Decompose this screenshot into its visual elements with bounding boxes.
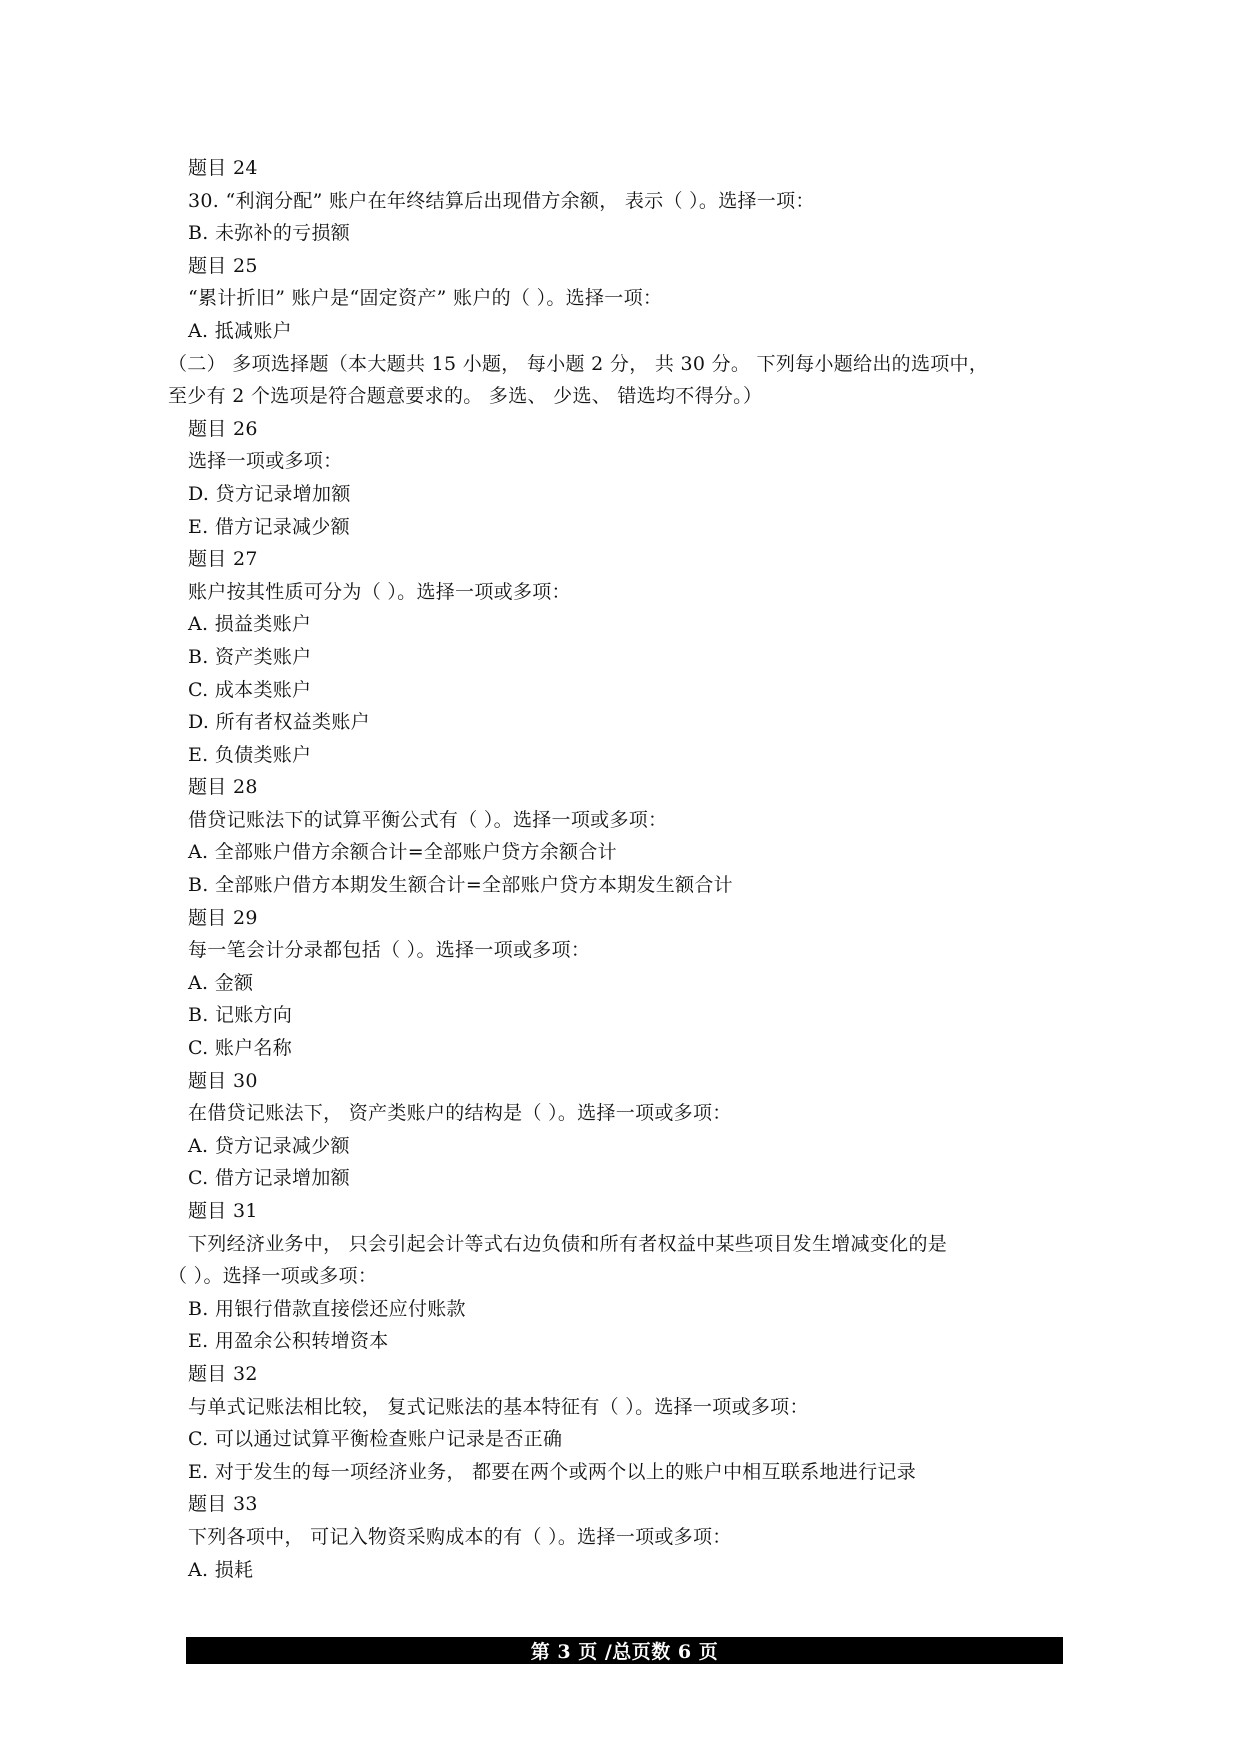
question-heading: 题目 25 bbox=[188, 254, 258, 277]
page-content bbox=[168, 152, 1068, 1586]
page-footer bbox=[186, 1637, 1063, 1664]
question-text: 账户按其性质可分为（ ）。选择一项或多项： bbox=[188, 580, 571, 603]
question-text: 下列各项中， 可记入物资采购成本的有（ ）。选择一项或多项： bbox=[188, 1525, 732, 1548]
answer-option: D. 所有者权益类账户 bbox=[188, 711, 370, 734]
question-heading: 题目 30 bbox=[188, 1069, 258, 1092]
answer-option: A. 抵减账户 bbox=[188, 319, 292, 342]
answer-option: A. 金额 bbox=[188, 971, 254, 994]
answer-option: E. 借方记录减少额 bbox=[188, 515, 350, 538]
answer-option: C. 可以通过试算平衡检查账户记录是否正确 bbox=[188, 1428, 563, 1451]
answer-option: C. 成本类账户 bbox=[188, 678, 312, 701]
question-text: 30. “利润分配” 账户在年终结算后出现借方余额， 表示（ ）。选择一项： bbox=[188, 189, 815, 212]
question-heading: 题目 26 bbox=[188, 417, 258, 440]
answer-option: B. 全部账户借方本期发生额合计=全部账户贷方本期发生额合计 bbox=[188, 874, 733, 897]
question-heading: 题目 28 bbox=[188, 776, 258, 799]
answer-option: A. 全部账户借方余额合计=全部账户贷方余额合计 bbox=[188, 841, 617, 864]
answer-option: E. 用盈余公积转增资本 bbox=[188, 1330, 389, 1353]
question-text: 选择一项或多项： bbox=[188, 450, 343, 473]
section-heading: （二） 多项选择题（本大题共 15 小题， 每小题 2 分， 共 30 分。 下列每小题给出的选项中， bbox=[168, 352, 989, 375]
question-heading: 题目 31 bbox=[188, 1200, 258, 1222]
question-text: 在借贷记账法下， 资产类账户的结构是（ ）。选择一项或多项： bbox=[188, 1102, 732, 1125]
question-heading: 题目 29 bbox=[188, 906, 258, 929]
question-heading: 题目 32 bbox=[188, 1362, 258, 1385]
answer-option: A. 损益类账户 bbox=[188, 613, 312, 636]
section-heading-continued: 至少有 2 个选项是符合题意要求的。 多选、 少选、 错选均不得分。） bbox=[168, 385, 763, 408]
question-heading: 题目 24 bbox=[188, 157, 258, 179]
answer-option: B. 用银行借款直接偿还应付账款 bbox=[188, 1297, 466, 1320]
question-text: 下列经济业务中， 只会引起会计等式右边负债和所有者权益中某些项目发生增减变化的是 bbox=[188, 1232, 948, 1255]
answer-option: A. 贷方记录减少额 bbox=[188, 1134, 350, 1157]
answer-option: B. 记账方向 bbox=[188, 1004, 293, 1027]
answer-option: B. 资产类账户 bbox=[188, 645, 312, 668]
answer-option: E. 负债类账户 bbox=[188, 743, 312, 766]
answer-option: B. 未弥补的亏损额 bbox=[188, 222, 351, 245]
answer-option: C. 借方记录增加额 bbox=[188, 1167, 350, 1190]
question-text: 与单式记账法相比较， 复式记账法的基本特征有（ ）。选择一项或多项： bbox=[188, 1395, 809, 1418]
answer-option: D. 贷方记录增加额 bbox=[188, 482, 351, 505]
question-heading: 题目 27 bbox=[188, 548, 258, 571]
question-text: 每一笔会计分录都包括（ ）。选择一项或多项： bbox=[188, 939, 591, 962]
question-heading: 题目 33 bbox=[188, 1493, 258, 1516]
question-text: “累计折旧” 账户是“固定资产” 账户的（ ）。选择一项： bbox=[188, 287, 663, 310]
answer-option: C. 账户名称 bbox=[188, 1037, 293, 1060]
page-number: 第 3 页 /总页数 6 页 bbox=[530, 1641, 719, 1663]
question-text: 借贷记账法下的试算平衡公式有（ ）。选择一项或多项： bbox=[188, 808, 668, 831]
question-text-continued: （ ）。选择一项或多项： bbox=[168, 1265, 378, 1288]
answer-option: A. 损耗 bbox=[188, 1558, 254, 1581]
answer-option: E. 对于发生的每一项经济业务， 都要在两个或两个以上的账户中相互联系地进行记录 bbox=[188, 1460, 916, 1483]
